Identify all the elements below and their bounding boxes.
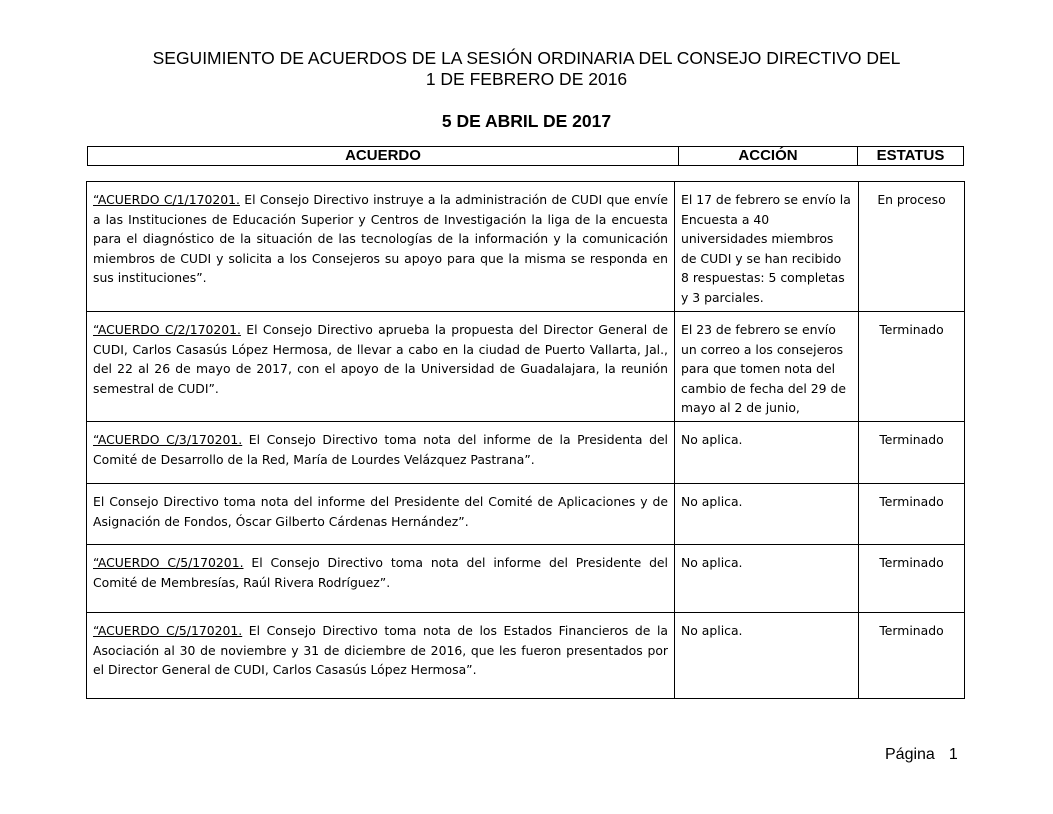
document-title-line-2: 1 DE FEBRERO DE 2016 (425, 69, 628, 89)
acuerdo-text: El Consejo Directivo toma nota del informe del Presidente del Comité de Membresías, Raúl Rivera Rodríguez”. (93, 555, 668, 590)
page-number: 1 (948, 746, 958, 763)
accion-cell: No aplica. (675, 422, 859, 484)
acuerdo-cell (87, 182, 675, 312)
estatus-cell: Terminado (859, 484, 965, 545)
acuerdo-ref: “ACUERDO C/5/170201. (93, 555, 244, 570)
accion-cell: No aplica. (675, 545, 859, 613)
header-acuerdo: ACUERDO (88, 147, 679, 165)
acuerdo-cell (87, 422, 675, 484)
accion-cell: El 17 de febrero se envío la Encuesta a 40 universidades miembros de CUDI y se han recibido 8 respuestas: 5 completas y 3 parciales. (675, 182, 859, 312)
acuerdo-ref: “ACUERDO C/3/170201. (93, 432, 243, 447)
estatus-cell: Terminado (859, 613, 965, 699)
acuerdo-ref: “ACUERDO C/1/170201. (93, 192, 240, 207)
acuerdo-ref: “ACUERDO C/5/170201. (93, 623, 243, 638)
acuerdo-cell (87, 312, 675, 422)
document-title-line-1: SEGUIMIENTO DE ACUERDOS DE LA SESIÓN ORDINARIA DEL CONSEJO DIRECTIVO DEL (152, 48, 901, 68)
accion-cell: El 23 de febrero se envío un correo a los consejeros para que tomen nota del cambio de fecha del 29 de mayo al 2 de junio, (675, 312, 859, 422)
acuerdo-ref: “ACUERDO C/2/170201. (93, 322, 241, 337)
acuerdo-text: El Consejo Directivo toma nota de los Estados Financieros de la Asociación al 30 de noviembre y 31 de diciembre de 2016, que les fueron presentados por el Director General de CUDI, Carlos Casasús López Hermosa”. (93, 623, 669, 678)
table-row (87, 545, 965, 613)
table-header (87, 146, 964, 166)
acuerdo-text: El Consejo Directivo toma nota del informe del Presidente del Comité de Aplicaciones y de Asignación de Fondos, Óscar Gilberto Cárdenas Hernández”. (93, 494, 668, 529)
document-date: 5 DE ABRIL DE 2017 (441, 111, 612, 131)
acuerdo-cell (87, 484, 675, 545)
acuerdo-text: El Consejo Directivo toma nota del informe de la Presidenta del Comité de Desarrollo de la Red, María de Lourdes Velázquez Pastrana”. (93, 432, 669, 467)
estatus-cell: Terminado (859, 545, 965, 613)
acuerdo-text: El Consejo Directivo instruye a la administración de CUDI que envíe a las Instituciones de Educación Superior y Centros de Investigación la liga de la encuesta para el diagnóstico de la situación de las tecnologías de la información y la comunicación miembros de CUDI y solicita a los Consejeros su apoyo para que la misma se responda en sus instituciones”. (93, 192, 668, 286)
page-label: Página (885, 746, 935, 763)
acuerdo-cell (87, 613, 675, 699)
accion-cell: No aplica. (675, 613, 859, 699)
header-accion: ACCIÓN (679, 147, 858, 165)
header-estatus: ESTATUS (876, 147, 945, 164)
accion-cell: No aplica. (675, 484, 859, 545)
acuerdo-text: El Consejo Directivo aprueba la propuesta del Director General de CUDI, Carlos Casasús López Hermosa, de llevar a cabo en la ciudad de Puerto Vallarta, Jal., del 22 al 26 de mayo de 2017, con el apoyo de la Universidad de Guadalajara, la reunión semestral de CUDI”. (93, 322, 668, 396)
acuerdo-cell (87, 545, 675, 613)
estatus-cell: Terminado (859, 312, 965, 422)
estatus-cell: En proceso (859, 182, 965, 312)
page-footer (885, 746, 958, 764)
estatus-cell: Terminado (859, 422, 965, 484)
table-row (87, 484, 965, 545)
table-row (87, 422, 965, 484)
table-row (87, 182, 965, 312)
table-row (87, 613, 965, 699)
agreements-table (86, 181, 965, 699)
table-row (87, 312, 965, 422)
